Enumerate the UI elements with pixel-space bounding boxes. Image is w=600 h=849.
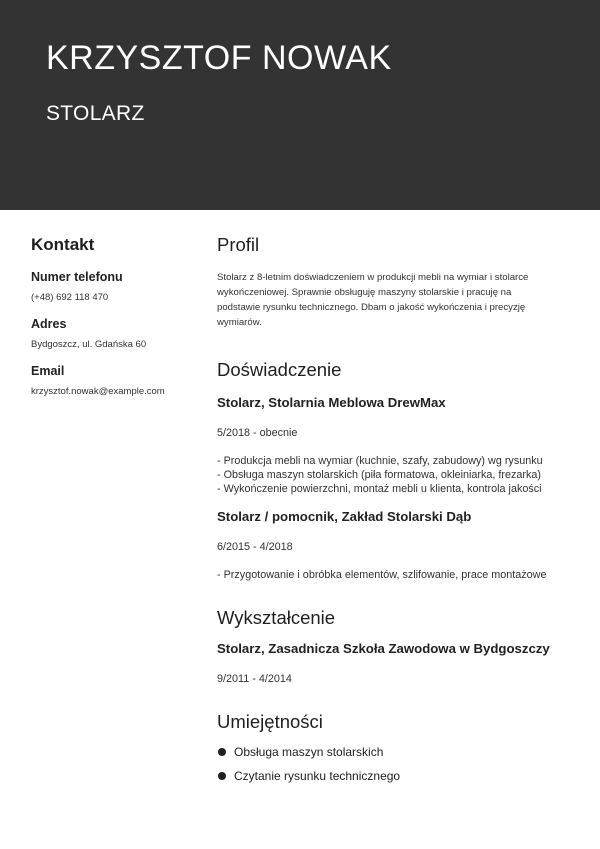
address-label: Adres <box>31 317 67 331</box>
skill-label: Czytanie rysunku technicznego <box>234 769 401 783</box>
job-dates: 6/2015 - 4/2018 <box>217 541 293 553</box>
job-duties <box>217 454 577 496</box>
job-title: Stolarz, Stolarnia Meblowa DrewMax <box>217 395 446 410</box>
job-title-heading: STOLARZ <box>46 102 145 125</box>
person-name: KRZYSZTOF NOWAK <box>46 39 392 77</box>
bullet-icon <box>218 772 226 780</box>
job-duty: - Obsługa maszyn stolarskich (piła formatowa, okleiniarka, frezarka) <box>217 469 542 481</box>
education-heading: Wykształcenie <box>217 607 336 628</box>
job-title: Stolarz / pomocnik, Zakład Stolarski Dąb <box>217 509 472 524</box>
job-duties <box>217 568 577 582</box>
skill-item <box>217 768 577 784</box>
skill-item <box>217 744 577 760</box>
contact-column <box>31 234 196 410</box>
phone-label: Numer telefonu <box>31 270 123 284</box>
email-label: Email <box>31 364 65 378</box>
main-column <box>217 233 577 792</box>
education-entry <box>217 640 577 686</box>
address-value: Bydgoszcz, ul. Gdańska 60 <box>31 339 147 350</box>
job-dates: 5/2018 - obecnie <box>217 427 298 439</box>
experience-heading: Doświadczenie <box>217 359 342 380</box>
education-title: Stolarz, Zasadnicza Szkoła Zawodowa w Bydgoszczy <box>217 641 550 656</box>
resume-header <box>0 0 600 210</box>
phone-value: (+48) 692 118 470 <box>31 292 109 303</box>
email-value: krzysztof.nowak@example.com <box>31 386 165 397</box>
skills-heading: Umiejętności <box>217 711 323 732</box>
job-duty: - Wykończenie powierzchni, montaż mebli u klienta, kontrola jakości <box>217 483 542 495</box>
contact-address <box>31 316 196 351</box>
job-entry <box>217 508 577 582</box>
contact-phone <box>31 269 196 304</box>
skill-label: Obsługa maszyn stolarskich <box>234 745 384 759</box>
profile-text: Stolarz z 8-letnim doświadczeniem w produkcji mebli na wymiar i stolarce wykończeniowej. Sprawnie obsługuję maszyny stolarskie i pracuję na podstawie rysunku technicznego. Dbam o jakość wykończenia i precyzję wymiarów. <box>217 272 529 328</box>
contact-email <box>31 363 196 398</box>
skills-list <box>217 744 577 784</box>
profile-heading: Profil <box>217 234 260 255</box>
contact-heading: Kontakt <box>31 235 95 254</box>
education-dates: 9/2011 - 4/2014 <box>217 673 292 685</box>
bullet-icon <box>218 748 226 756</box>
job-duty: - Produkcja mebli na wymiar (kuchnie, szafy, zabudowy) wg rysunku <box>217 455 543 467</box>
job-entry <box>217 394 577 496</box>
job-duty: - Przygotowanie i obróbka elementów, szlifowanie, prace montażowe <box>217 569 547 581</box>
